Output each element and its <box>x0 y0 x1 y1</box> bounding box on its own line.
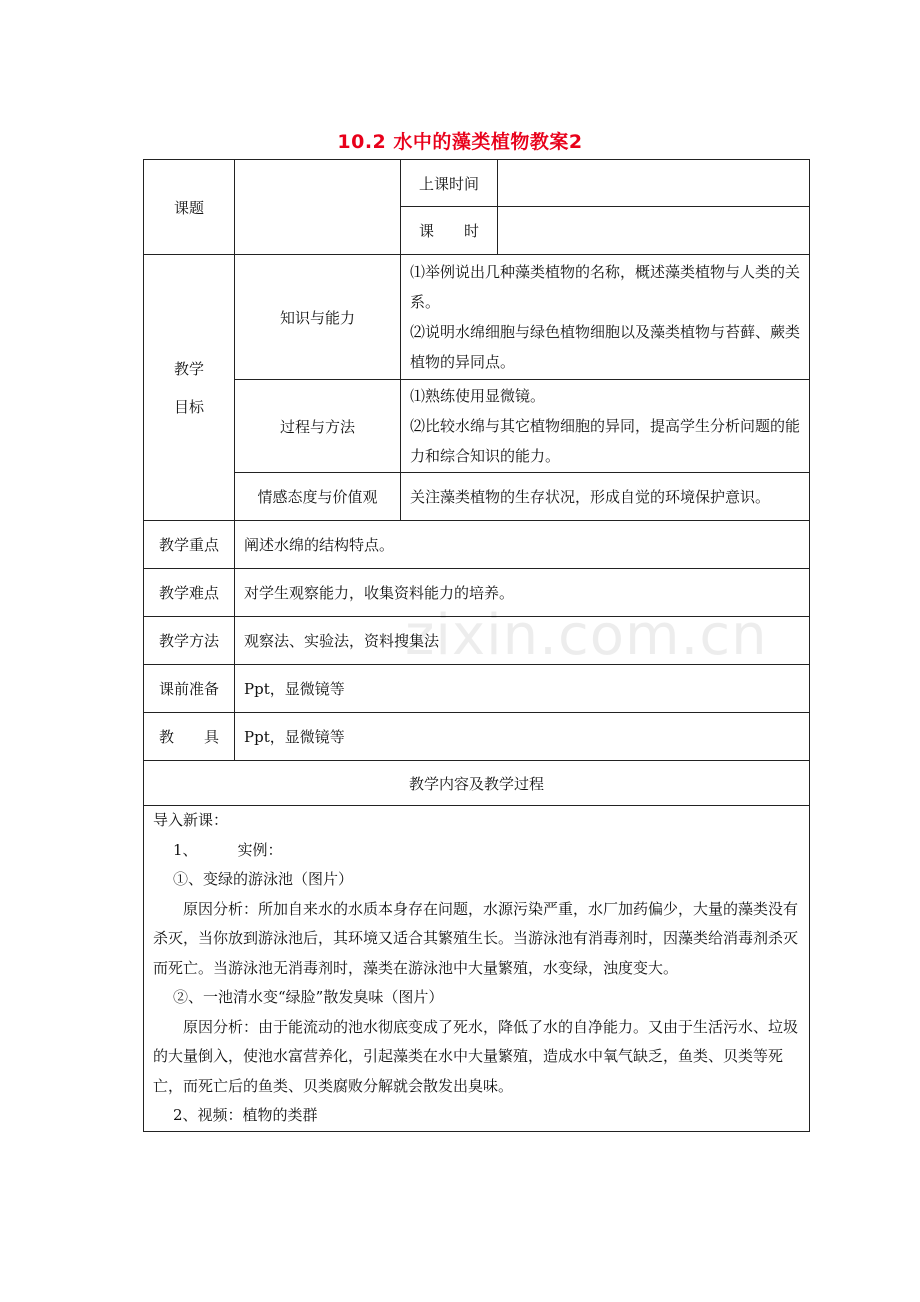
item1-number: 1、 <box>173 840 198 859</box>
case2-analysis: 原因分析：由于能流动的池水彻底变成了死水，降低了水的自净能力。又由于生活污水、垃圾的大量倒入，使池水富营养化，引起藻类在水中大量繁殖，造成水中氧气缺乏，鱼类、贝类等死亡，而死亡后的鱼类、贝类腐败分解就会散发出臭味。 <box>153 1017 799 1095</box>
objective-process-row <box>144 380 810 473</box>
key-point-row <box>144 521 810 569</box>
row-label: 课前准备 <box>144 665 235 713</box>
time-label: 上课时间 <box>401 160 498 207</box>
row-value: Ppt，显微镜等 <box>235 713 810 761</box>
case2-title: ②、一池清水变“绿脸”散发臭味（图片） <box>173 988 444 1006</box>
objectives-label <box>144 255 235 521</box>
case1-title: ①、变绿的游泳池（图片） <box>173 870 354 888</box>
item1 <box>153 836 800 866</box>
method-row <box>144 617 810 665</box>
process-heading-row <box>144 761 810 806</box>
topic-value <box>235 160 401 255</box>
process-heading: 教学内容及教学过程 <box>144 761 810 806</box>
topic-label: 课题 <box>144 160 235 255</box>
lesson-plan-table <box>143 159 810 1132</box>
knowledge-label: 知识与能力 <box>235 255 401 380</box>
time-value <box>498 160 810 207</box>
item2: 2、视频：植物的类群 <box>173 1106 318 1124</box>
process-method-label: 过程与方法 <box>235 380 401 473</box>
process-method-item: ⑴熟练使用显微镜。 <box>410 387 546 405</box>
objective-emotion-row <box>144 473 810 521</box>
period-label: 课 时 <box>401 207 498 255</box>
knowledge-item: ⑴举例说出几种藻类植物的名称，概述藻类植物与人类的关系。 <box>410 263 801 311</box>
intro-text: 导入新课： <box>153 811 229 829</box>
objectives-label-line2: 目标 <box>173 397 204 416</box>
process-body <box>144 806 810 1132</box>
header-row-time <box>144 160 810 207</box>
teaching-aids-row <box>144 713 810 761</box>
row-label: 教学难点 <box>144 569 235 617</box>
objective-knowledge-row <box>144 255 810 380</box>
process-method-content <box>401 380 810 473</box>
knowledge-item: ⑵说明水绵细胞与绿色植物细胞以及藻类植物与苔藓、蕨类植物的异同点。 <box>410 323 801 371</box>
row-label: 教学方法 <box>144 617 235 665</box>
row-value: 观察法、实验法，资料搜集法 <box>235 617 810 665</box>
watermark: zixin.com.cn <box>405 603 768 668</box>
difficulty-row <box>144 569 810 617</box>
knowledge-content <box>401 255 810 380</box>
row-label: 教 具 <box>144 713 235 761</box>
item1-text: 实例： <box>237 840 283 859</box>
row-label: 教学重点 <box>144 521 235 569</box>
row-value: 对学生观察能力，收集资料能力的培养。 <box>235 569 810 617</box>
row-value: Ppt，显微镜等 <box>235 665 810 713</box>
emotion-value: 关注藻类植物的生存状况，形成自觉的环境保护意识。 <box>401 473 810 521</box>
case1-analysis: 原因分析：所加自来水的水质本身存在问题，水源污染严重，水厂加药偏少，大量的藻类没有杀灭，当你放到游泳池后，其环境又适合其繁殖生长。当游泳池有消毒剂时，因藻类给消毒剂杀灭而死亡。当游泳池无消毒剂时，藻类在游泳池中大量繁殖，水变绿，浊度变大。 <box>153 899 799 977</box>
process-body-row <box>144 806 810 1132</box>
row-value: 阐述水绵的结构特点。 <box>235 521 810 569</box>
preparation-row <box>144 665 810 713</box>
process-method-item: ⑵比较水绵与其它植物细胞的异同，提高学生分析问题的能力和综合知识的能力。 <box>410 417 801 465</box>
objectives-label-line1: 教学 <box>173 359 204 378</box>
period-value <box>498 207 810 255</box>
document-title: 10.2 水中的藻类植物教案2 <box>337 131 583 153</box>
emotion-label: 情感态度与价值观 <box>235 473 401 521</box>
